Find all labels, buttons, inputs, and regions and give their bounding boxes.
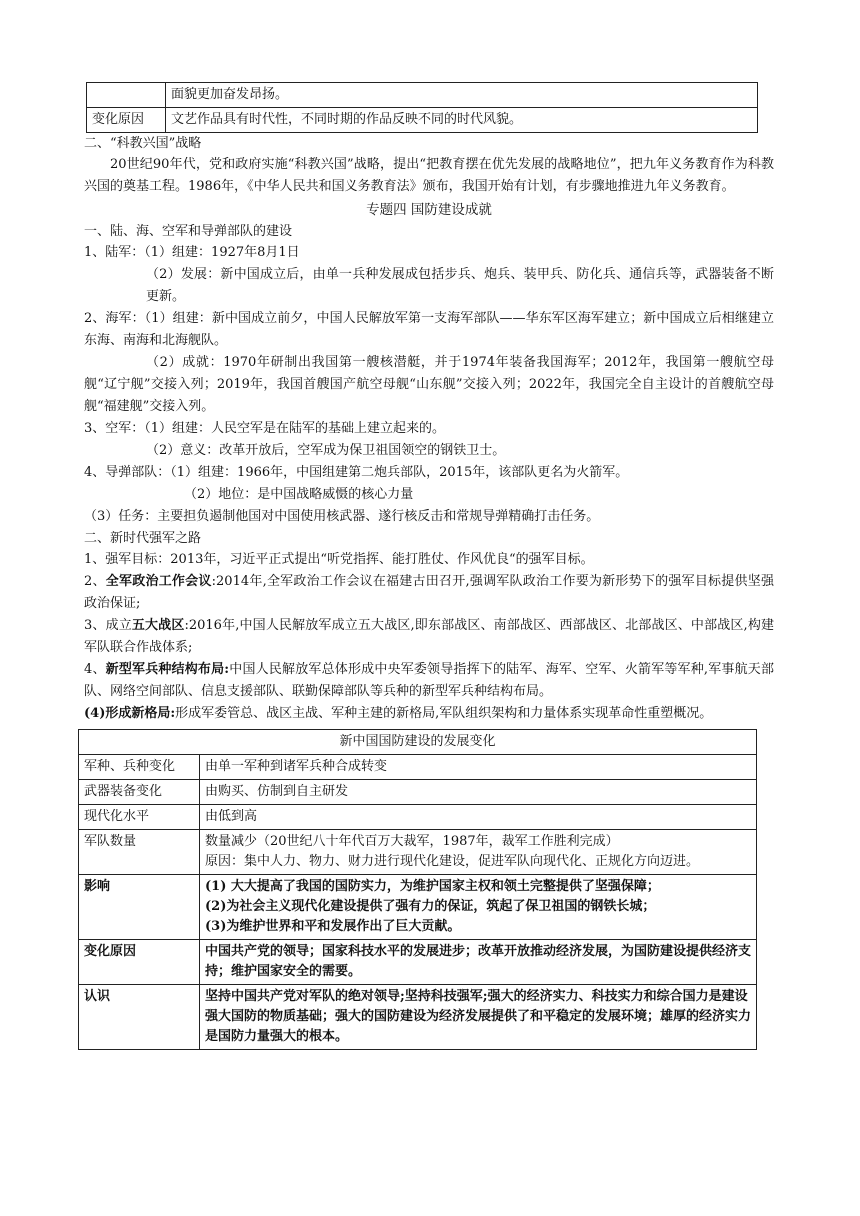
table-row: [79, 940, 757, 985]
table-row: [79, 780, 757, 805]
table-cell-label: 变化原因: [87, 108, 166, 133]
table-cell-line: (3)为维护世界和平和发展作出了巨大贡献。: [205, 919, 461, 934]
table-cell-label: 认识: [79, 985, 200, 1050]
army-development: [84, 264, 774, 308]
navy-organize: 2、海军：（1）组建：新中国成立前夕，中国人民解放军第一支海军部队——华东军区海军建立；新中国成立后相继建立东海、南海和北海舰队。: [84, 311, 774, 348]
table-cell-label: 影响: [79, 875, 200, 940]
table-cell: [200, 875, 757, 940]
section-paragraph: 20世纪90年代，党和政府实施“科教兴国”战略，提出“把教育摆在优先发展的战略地位”，把九年义务教育作为科教兴国的奠基工程。1986年，《中华人民共和国义务教育法》颁布，我国开始有计划，有步骤地推进九年义务教育。: [84, 157, 774, 194]
item-text: 中国人民解放军总体形成中央军委领导指挥下的陆军、海军、空军、火箭军等军种,军事航天部队、网络空间部队、信息支援部队、联勤保障部队等兵种的新型军兵种结构布局。: [84, 662, 774, 699]
army-development-text: （2）发展：新中国成立后，由单一兵种发展成包括步兵、炮兵、装甲兵、防化兵、通信兵等，武器装备不断更新。: [146, 267, 774, 304]
table-cell: 面貌更加奋发昂扬。: [166, 83, 758, 108]
table-row: [79, 830, 757, 875]
list-item: [84, 615, 774, 659]
list-item: [84, 571, 774, 615]
defense-development-table: [78, 729, 757, 1050]
table-caption: 新中国国防建设的发展变化: [79, 730, 757, 755]
table-body: [79, 755, 757, 1050]
section-heading: 二、“科教兴国”战略: [84, 136, 202, 151]
table-cell-empty: [87, 83, 166, 108]
table-cell: 文艺作品具有时代性，不同时期的作品反映不同的时代风貌。: [166, 108, 758, 133]
table-row: [79, 985, 757, 1050]
air-significance: （2）意义：改革开放后，空军成为保卫祖国领空的钢铁卫士。: [146, 443, 506, 458]
navy-achievement: （2）成就：1970年研制出我国第一艘核潜艇，并于1974年装备我国海军；2012年，我国第一艘航空母舰“辽宁舰”交接入列；2019年，我国首艘国产航空母舰“山东舰”交接入列；2022年，我国完全自主设计的首艘航空母舰“福建舰”交接入列。: [84, 355, 774, 414]
table-cell-line: (2)为社会主义现代化建设提供了强有力的保证，筑起了保卫祖国的钢铁长城；: [205, 899, 656, 914]
item-text: 形成军委管总、战区主战、军种主建的新格局,军队组织架构和力量体系实现革命性重塑概况。: [175, 706, 713, 721]
table-cell-line: 原因：集中人力、物力、财力进行现代化建设，促进军队向现代化、正规化方向迈进。: [205, 854, 700, 869]
item-prefix: 3、成立: [84, 618, 132, 633]
missile-status: （2）地位：是中国战略威慑的核心力量: [184, 487, 414, 502]
table-cell: [200, 755, 757, 780]
table-cell-line: 坚持中国共产党对军队的绝对领导;坚持科技强军;强大的经济实力、科技实力和综合国力是建设强大国防的物质基础；强大的国防建设为经济发展提供了和平稳定的发展环境；雄厚的经济实力是国防力量强大的根本。: [205, 989, 752, 1044]
item-text: :2014年,全军政治工作会议在福建古田召开,强调军队政治工作要为新形势下的强军目标提供坚强政治保证;: [84, 574, 774, 611]
section-heading: 一、陆、海、空军和导弹部队的建设: [84, 224, 293, 239]
table-cell-line: 由低到高: [205, 809, 258, 824]
item-text: :2016年,中国人民解放军成立五大战区,即东部战区、南部战区、西部战区、北部战区、中部战区,构建军队联合作战体系;: [84, 618, 774, 655]
table-cell: [200, 780, 757, 805]
table-cell-line: 由购买、仿制到自主研发: [205, 784, 349, 799]
air-organize: 3、空军：（1）组建：人民空军是在陆军的基础上建立起来的。: [84, 421, 446, 436]
table-row: [79, 805, 757, 830]
table-cell-line: 由单一军种到诸军兵种合成转变: [205, 759, 388, 774]
list-item: [84, 703, 774, 725]
table-row: [87, 108, 758, 133]
document-page: [84, 82, 774, 1050]
item-prefix: 4、: [84, 662, 106, 677]
list-item: 1、强军目标：2013年，习近平正式提出“听党指挥、能打胜仗、作风优良“的强军目标。: [84, 552, 594, 567]
section-heading: 二、新时代强军之路: [84, 531, 202, 546]
topic-title: 专题四 国防建设成就: [366, 202, 492, 218]
army-organize: 1、陆军：（1）组建：1927年8月1日: [84, 245, 300, 260]
table-cell-label: 现代化水平: [79, 805, 200, 830]
table-cell: [200, 940, 757, 985]
item-prefix: 2、: [84, 574, 106, 589]
table-caption-row: [79, 730, 757, 755]
missile-organize: 4、导弹部队：（1）组建：1966年，中国组建第二炮兵部队，2015年，该部队更名为火箭军。: [84, 465, 629, 480]
art-change-table: [86, 82, 758, 133]
table-cell: [200, 830, 757, 875]
list-item: [84, 659, 774, 703]
table-row: [79, 875, 757, 940]
item-keyword: (4)形成新格局:: [84, 706, 176, 721]
table-cell-label: 军种、兵种变化: [79, 755, 200, 780]
item-keyword: 新型军兵种结构布局:: [105, 662, 230, 677]
table-row: [87, 83, 758, 108]
table-cell-line: 中国共产党的领导；国家科技水平的发展进步；改革开放推动经济发展，为国防建设提供经济支持；维护国家安全的需要。: [205, 944, 752, 979]
table-cell-label: 武器装备变化: [79, 780, 200, 805]
table-cell-line: 数量减少（20世纪八十年代百万大裁军，1987年，裁军工作胜利完成）: [205, 834, 619, 849]
table-cell-label: 军队数量: [79, 830, 200, 875]
table-cell-label: 变化原因: [79, 940, 200, 985]
table-cell: [200, 805, 757, 830]
missile-task: （3）任务：主要担负遏制他国对中国使用核武器、遂行核反击和常规导弹精确打击任务。: [84, 509, 600, 524]
table-cell: [200, 985, 757, 1050]
table-cell-line: (1) 大大提高了我国的国防实力，为维护国家主权和领土完整提供了坚强保障；: [205, 879, 660, 894]
item-keyword: 全军政治工作会议: [105, 574, 212, 589]
table-row: [79, 755, 757, 780]
item-keyword: 五大战区: [131, 618, 185, 633]
